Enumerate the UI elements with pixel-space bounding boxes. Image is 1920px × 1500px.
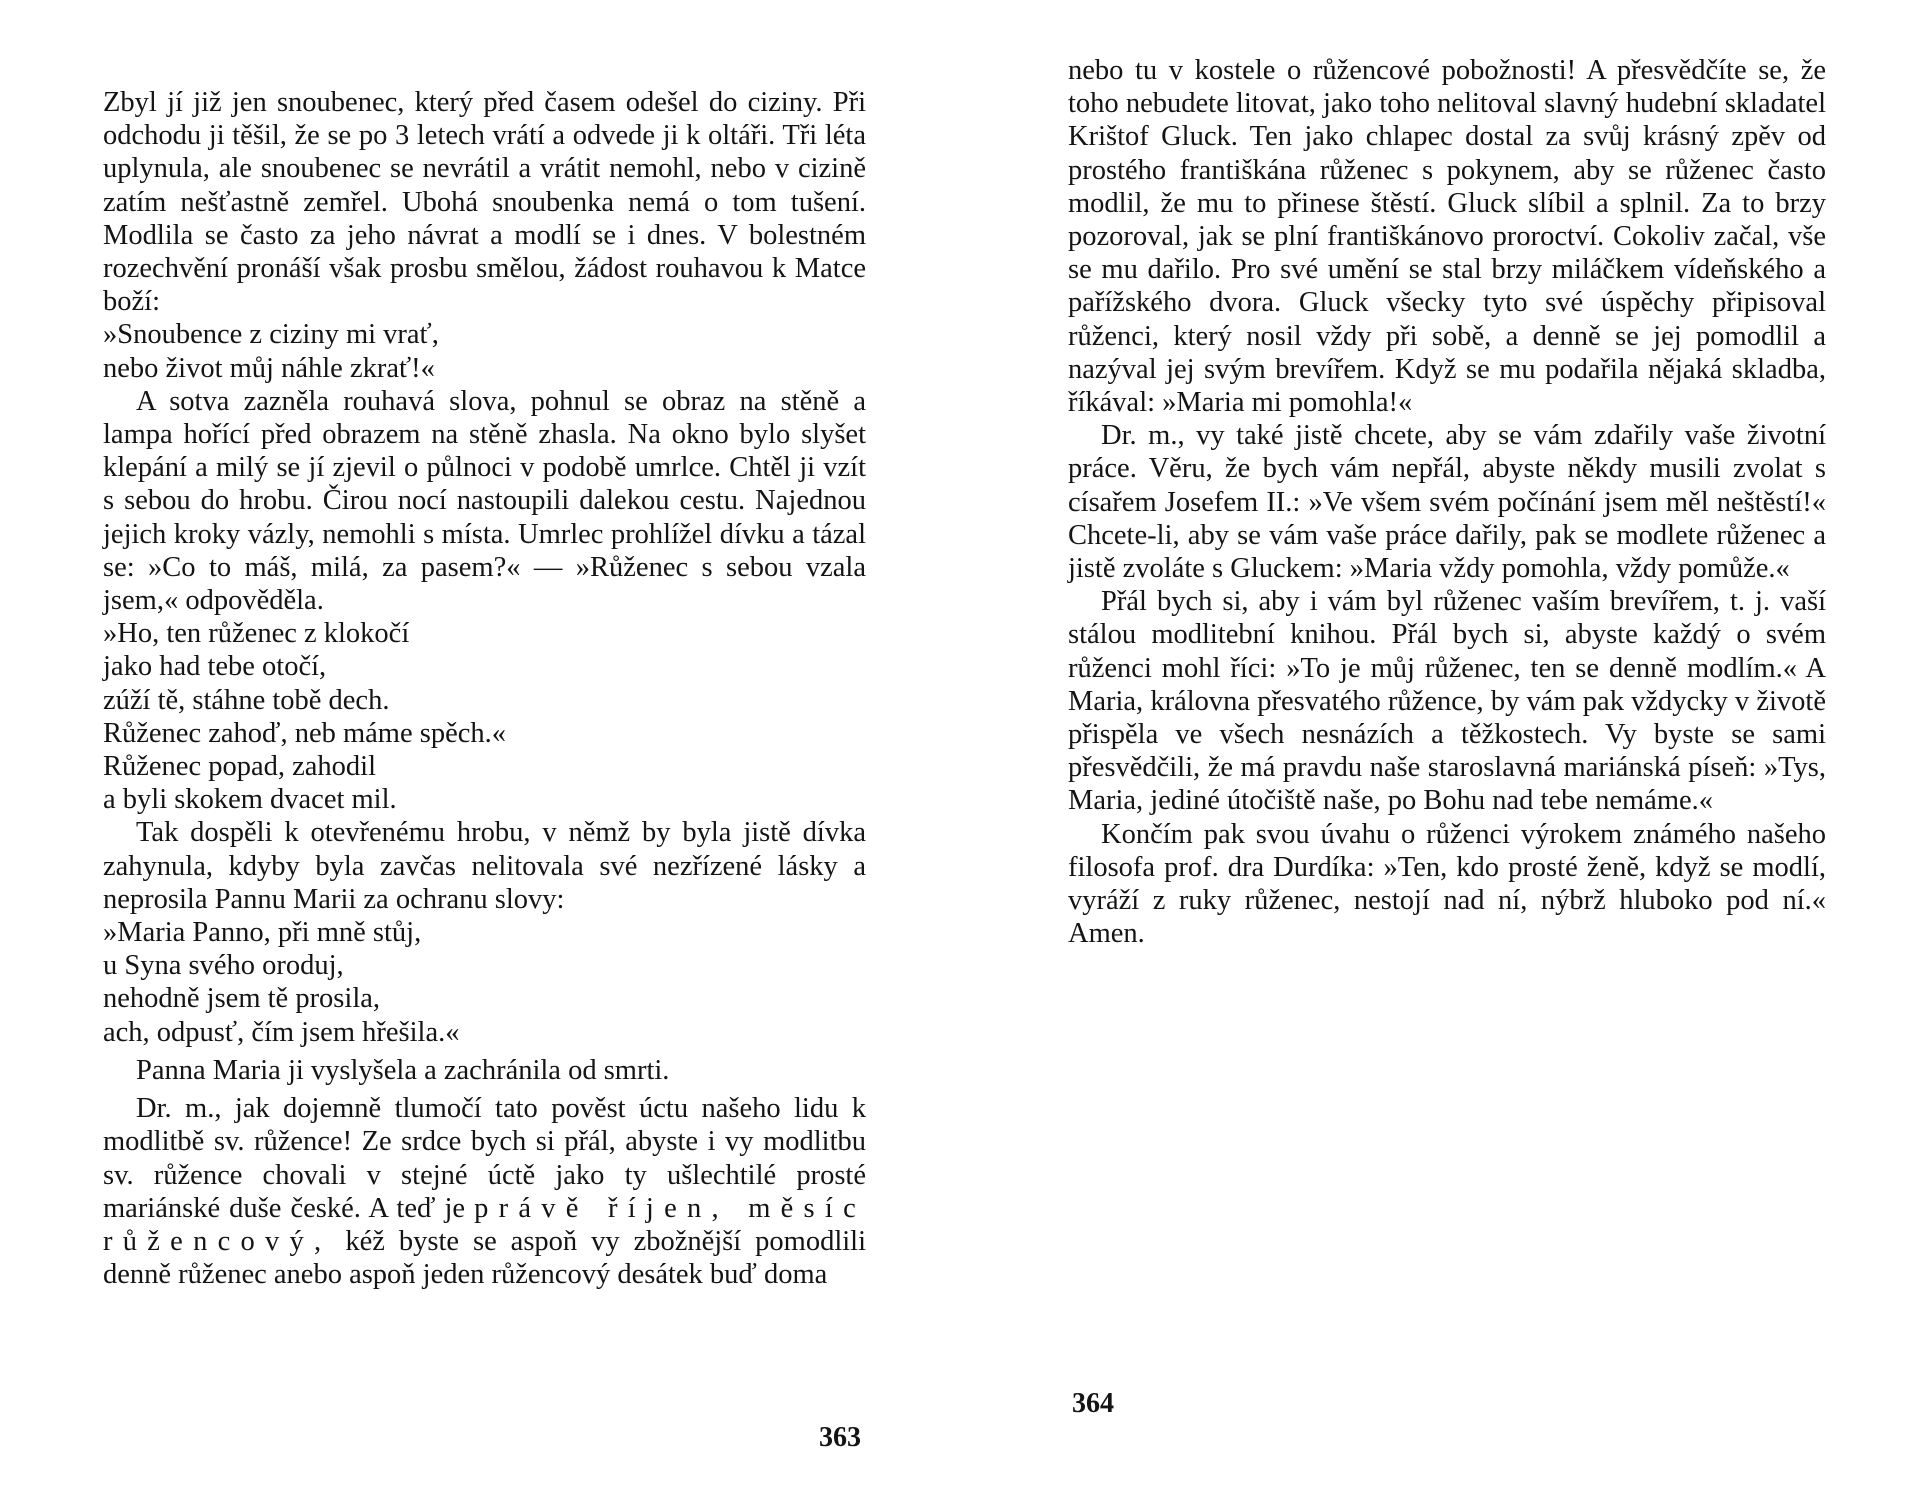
verse-line: »Snoubence z ciziny mi vrať, (103, 319, 439, 351)
paragraph: nebo tu v kostele o růžencové pobožnosti! A přesvědčíte se, že toho nebudete litovat, jako toho nelitoval slavný hudební skladatel Krištof Gluck. Ten jako chlapec dostal za svůj krásný zpěv od prostého františkána růženec s pokynem, aby se růženec často modlil, že mu to přinese štěstí. Gluck slíbil a splnil. Za to brzy pozoroval, jak se plní františkánovo proroctví. Cokoliv začal, vše se mu dařilo. Pro své umění se stal brzy miláčkem vídeňského a pařížského dvora. Gluck všecky tyto své úspěchy připisoval růženci, který nosil vždy při sobě, a denně se jej pomodlil a nazýval jej svým brevířem. Když se mu podařila nějaká skladba, říkával: »Maria mi pomohla!« (1068, 55, 1826, 419)
verse (103, 916, 866, 1049)
page-number: 363 (819, 1422, 861, 1453)
left-page-text (103, 86, 866, 1291)
verse-line: »Maria Panno, při mně stůj, (103, 917, 422, 949)
verse (103, 617, 866, 816)
paragraph: Končím pak svou úvahu o růženci výrokem známého našeho filosofa prof. dra Durdíka: »Ten, kdo prosté ženě, když se modlí, vyráží z ruky růženec, nestojí nad ní, nýbrž hluboko pod ní.« Amen. (1068, 818, 1826, 950)
verse-line: Růženec popad, zahodil (103, 751, 377, 783)
verse-line: u Syna svého oroduj, (103, 950, 344, 982)
paragraph-text: kéž byste se aspoň vy zbožnější pomodlili denně růženec anebo aspoň jeden růžencový desátek buď doma (103, 1225, 866, 1291)
paragraph: Zbyl jí již jen snoubenec, který před časem odešel do ciziny. Při odchodu ji těšil, že se po 3 letech vrátí a odvede ji k oltáři. Tři léta uplynula, ale snoubenec se nevrátil a vrátit nemohl, nebo v cizině zatím nešťastně zemřel. Ubohá snoubenka nemá o tom tušení. Modlila se často za jeho návrat a modlí se i dnes. V bolestném rozechvění pronáší však prosbu smělou, žádost rouhavou k Matce boží: (103, 87, 866, 318)
paragraph: A sotva zazněla rouhavá slova, pohnul se obraz na stěně a lampa hořící před obrazem na stěně zhasla. Na okno bylo slyšet klepání a milý se jí zjevil o půlnoci v podobě umrlce. Chtěl ji vzít s sebou do hrobu. Čirou nocí nastoupili dalekou cestu. Najednou jejich kroky vázly, nemohli s místa. Umrlec prohlížel dívku a tázal se: »Co to máš, milá, za pasem?« — »Růženec s sebou vzala jsem,« odpověděla. (103, 385, 866, 617)
paragraph (103, 1092, 866, 1291)
verse-line: jako had tebe otočí, (103, 651, 327, 683)
paragraph: Panna Maria ji vyslyšela a zachránila od smrti. (136, 1054, 670, 1086)
paragraph: Dr. m., vy také jistě chcete, aby se vám zdařily vaše životní práce. Věru, že bych vám nepřál, abyste někdy musili zvolat s císařem Josefem II.: »Ve všem svém počínání jsem měl neštěstí!« Chcete-li, aby se vám vaše práce dařily, pak se modlete růženec a jistě zvoláte s Gluckem: »Maria vždy pomohla, vždy pomůže.« (1068, 420, 1826, 585)
right-page-text (1068, 54, 1826, 950)
verse-line: zúží tě, stáhne tobě dech. (103, 684, 390, 716)
verse-line: nebo život můj náhle zkrať!« (103, 352, 435, 384)
page-number: 364 (1072, 1388, 1114, 1419)
verse-line: nehodně jsem tě prosila, (103, 983, 381, 1015)
spaced-emphasis: právě říjen, měsíc růžencový, (103, 1192, 866, 1257)
verse-line: ach, odpusť, čím jsem hřešila.« (103, 1016, 460, 1048)
verse-line: a byli skokem dvacet mil. (103, 784, 397, 816)
paragraph: Přál bych si, aby i vám byl růženec vaším brevířem, t. j. vaší stálou modlitební knihou. Přál bych si, abyste každý o svém růženci mohl říci: »To je můj růženec, ten se denně modlím.« A Maria, královna přesvatého růžence, by vám pak vždycky v životě přispěla ve všech nesnázích a těžkostech. Vy byste se sami přesvědčili, že má pravdu naše staroslavná mariánská píseň: »Tys, Maria, jediné útočiště naše, po Bohu nad tebe nemáme.« (1068, 586, 1826, 817)
paragraph: Tak dospěli k otevřenému hrobu, v němž by byla jistě dívka zahynula, kdyby byla zavčas nelitovala své nezřízené lásky a neprosila Pannu Marii za ochranu slovy: (103, 817, 866, 915)
verse-line: »Ho, ten růženec z klokočí (103, 618, 410, 650)
paragraph-text: Dr. m., jak dojemně tlumočí tato pověst úctu našeho lidu k modlitbě sv. růžence! Ze srdce bych si přál, abyste i vy modlitbu sv. růžence chovali v stejné úctě jako ty ušlechtilé prosté mariánské duše české. A teď je (103, 1093, 866, 1224)
right-page (960, 0, 1920, 1500)
verse-line: Růženec zahoď, neb máme spěch.« (103, 717, 507, 749)
verse (103, 318, 866, 384)
